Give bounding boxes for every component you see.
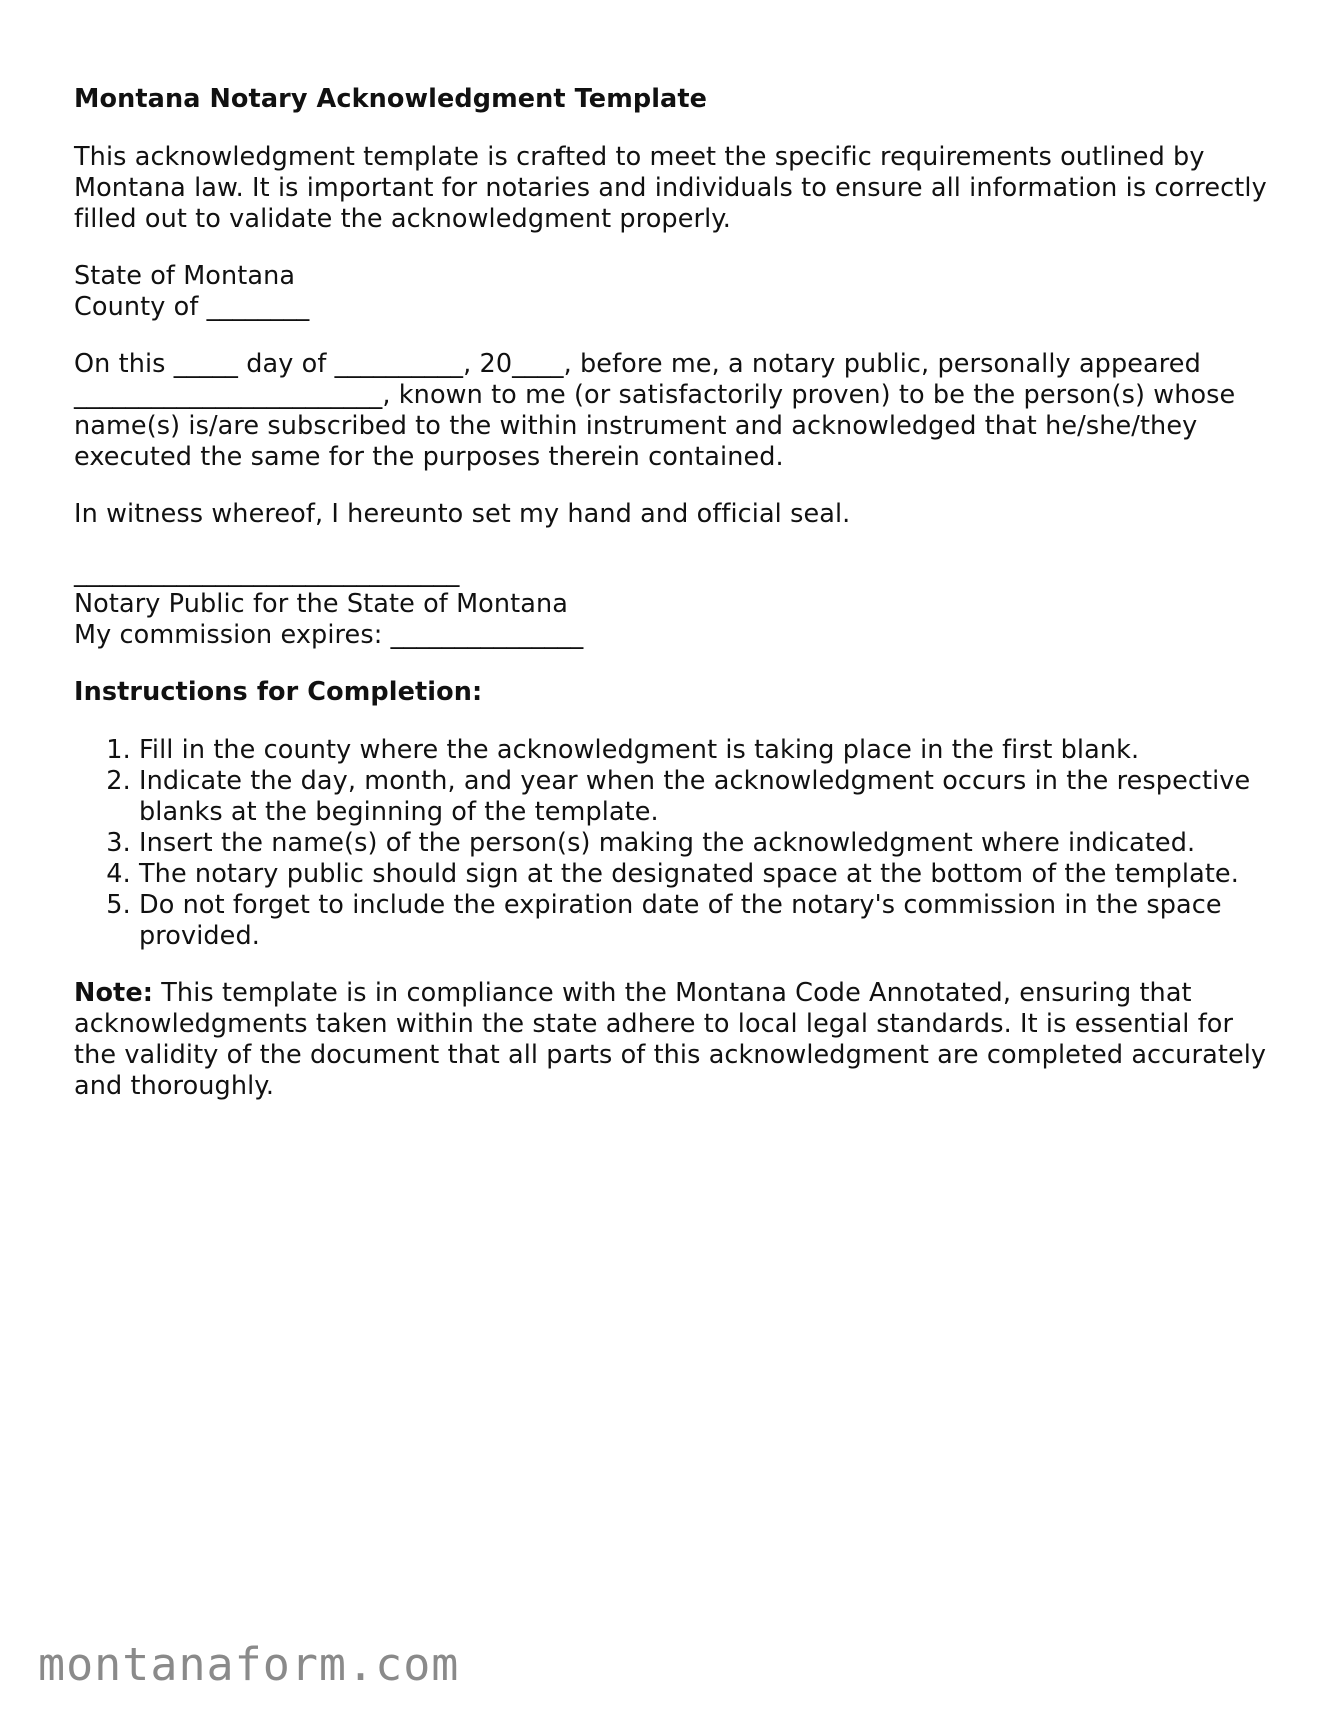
list-item: 2. Indicate the day, month, and year when the acknowledgment occurs in the respective blanks at the beginning of the template. <box>139 766 1274 828</box>
commission-expires: My commission expires: _______________ <box>74 620 584 650</box>
list-item: 1. Fill in the county where the acknowledgment is taking place in the first blank. <box>139 735 1274 766</box>
acknowledgment-body: On this _____ day of __________, 20____, before me, a notary public, personally appeared ________________________, known to me (or satisfactorily proven) to be the person(s) whose name(s) is/are subscribed to the within instrument and acknowledged that he/she/they executed the same for the purposes therein contained. <box>74 349 1236 472</box>
signature-line: ______________________________ <box>74 558 460 588</box>
note-text: This template is in compliance with the Montana Code Annotated, ensuring that acknowledgments taken within the state adhere to local legal standards. It is essential for the validity of the document that all parts of this acknowledgment are completed accurately and thoroughly. <box>74 978 1267 1101</box>
site-watermark: montanaform.com <box>38 1638 460 1691</box>
list-item: 4. The notary public should sign at the designated space at the bottom of the template. <box>139 859 1274 890</box>
note-label: Note: <box>74 978 154 1008</box>
witness-line: In witness whereof, I hereunto set my hand and official seal. <box>74 499 851 529</box>
list-item: 3. Insert the name(s) of the person(s) making the acknowledgment where indicated. <box>139 828 1274 859</box>
venue-block <box>74 261 1274 323</box>
state-line: State of Montana <box>74 261 296 291</box>
county-line: County of ________ <box>74 292 310 322</box>
signature-block <box>74 558 1274 651</box>
list-item: 5. Do not forget to include the expiration date of the notary's commission in the space provided. <box>139 890 1274 952</box>
document-page <box>74 84 1274 1128</box>
instructions-list <box>74 735 1274 952</box>
document-title: Montana Notary Acknowledgment Template <box>74 84 708 114</box>
instructions-heading: Instructions for Completion: <box>74 677 483 707</box>
note-paragraph <box>74 978 1274 1102</box>
notary-title: Notary Public for the State of Montana <box>74 589 568 619</box>
intro-paragraph: This acknowledgment template is crafted to meet the specific requirements outlined by Montana law. It is important for notaries and individuals to ensure all information is correctly filled out to validate the acknowledgment properly. <box>74 142 1267 234</box>
